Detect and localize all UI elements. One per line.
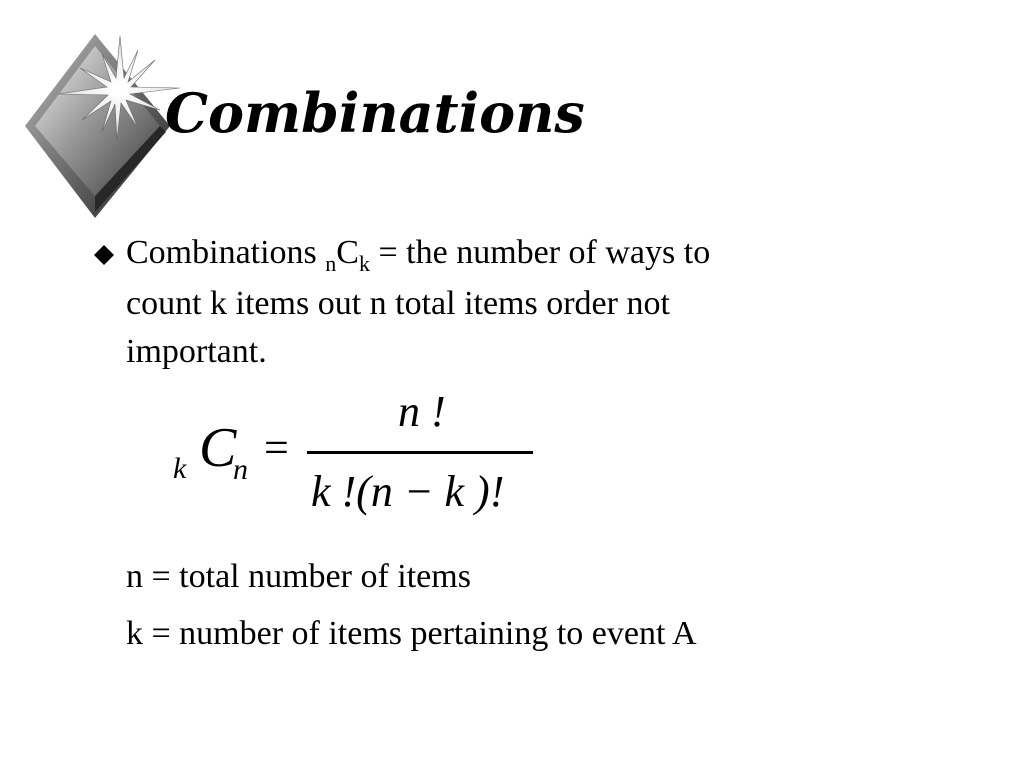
slide-title: Combinations bbox=[165, 81, 585, 145]
formula-equals: = bbox=[264, 423, 289, 472]
subscript-k: k bbox=[358, 251, 370, 276]
formula-left-subscript: k bbox=[173, 452, 187, 485]
definition-n: n = total number of items bbox=[126, 558, 471, 595]
diamond-bullet-icon bbox=[93, 244, 115, 266]
formula-symbol: C bbox=[199, 417, 237, 479]
bullet-line-1-prefix: Combinations bbox=[126, 234, 326, 271]
bullet-line-1-suffix: = the number of ways to bbox=[369, 234, 711, 271]
combination-symbol: C bbox=[336, 234, 359, 271]
formula-numerator: n ! bbox=[398, 387, 446, 436]
bullet-line-1 bbox=[126, 229, 946, 280]
bullet-paragraph bbox=[126, 229, 946, 376]
bullet-line-2: count k items out n total items order not bbox=[126, 285, 670, 322]
formula-right-subscript: n bbox=[233, 453, 248, 486]
definition-k: k = number of items pertaining to event A bbox=[126, 615, 697, 652]
bullet-line-3: important. bbox=[126, 333, 267, 370]
formula-denominator: k !(n − k )! bbox=[311, 467, 505, 516]
fraction-bar bbox=[307, 451, 533, 454]
combination-formula bbox=[168, 388, 548, 528]
subscript-n: n bbox=[325, 251, 337, 276]
